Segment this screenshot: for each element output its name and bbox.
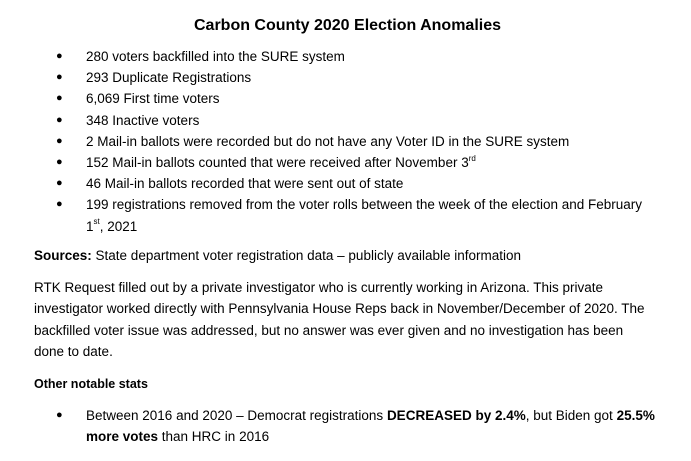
bullet-icon: ● [56,113,63,126]
sources-line [34,245,661,266]
bullet-icon: ● [56,198,63,211]
other-stats-list [34,405,661,447]
rtk-paragraph: RTK Request filled out by a private investigator who is currently working in Arizona. This private investigator worked directly with Pennsylvania House Reps back in November/December of 2020. The backfilled voter issue was addressed, but no answer was ever given and no investigation has been done to date. [34,279,645,360]
ordinal-superscript: st [93,217,100,227]
bullet-icon: ● [56,71,63,84]
sources-text: State department voter registration data – publicly available information [91,247,522,263]
bullet-icon: ● [56,177,63,190]
list-item-text: 199 registrations removed from the voter rolls between the week of the election and February 1 [86,197,643,234]
list-item [56,67,661,88]
list-item [56,405,656,447]
other-stats-heading: Other notable stats [34,376,148,391]
bullet-icon: ● [56,156,63,169]
sources-label: Sources: [34,247,92,263]
list-item [56,88,661,109]
anomaly-list [34,46,661,237]
list-item-text: 6,069 First time voters [86,91,220,107]
list-item-text: 2 Mail-in ballots were recorded but do not have any Voter ID in the SURE system [86,133,570,149]
list-item [56,110,661,131]
ordinal-superscript: rd [468,153,476,163]
bullet-icon: ● [56,92,63,105]
list-item-text: 152 Mail-in ballots counted that were received after November 3 [86,155,469,171]
list-item [56,194,661,236]
stat-emphasis: DECREASED by 2.4% [386,407,526,423]
bullet-icon: ● [56,50,63,62]
list-item [56,46,661,67]
stat-text: than HRC in 2016 [158,428,270,444]
list-item [56,173,661,194]
list-item-text: 348 Inactive voters [86,112,200,128]
list-item-text: 46 Mail-in ballots recorded that were sent out of state [86,176,404,192]
stat-text: , but Biden got [525,407,617,423]
bullet-icon: ● [56,408,63,421]
stat-text: Between 2016 and 2020 – Democrat registrations [86,407,387,423]
stat-emphasis: 25.5% more votes [86,407,655,444]
list-item-text-suffix: , 2021 [99,218,138,234]
bullet-icon: ● [56,134,63,147]
document-title: Carbon County 2020 Election Anomalies [193,17,502,34]
list-item-text: 280 voters backfilled into the SURE system [86,49,345,64]
list-item [56,152,661,173]
list-item [56,131,661,152]
list-item-text: 293 Duplicate Registrations [86,70,252,86]
